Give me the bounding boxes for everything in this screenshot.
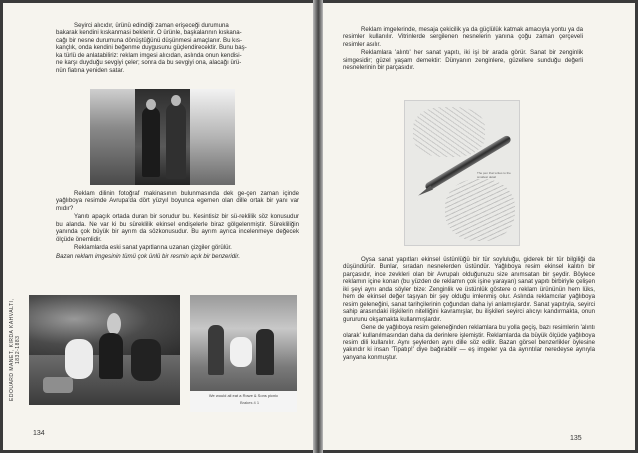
vertical-caption: EDOUARD MANET, KIRDA KAHVALTI, 1832-1883	[9, 298, 21, 402]
body-text-left	[56, 190, 299, 260]
picnic-ad-subcaption: Brakes 4 1	[240, 400, 260, 405]
intro-line: kançlık, onda kendini beğenme duygusunu güçlendirecektir. Bunu baş-	[56, 44, 247, 52]
right-page	[321, 3, 635, 450]
intro-line: ka türlü de anlatabiliriz: reklam imgesi alıcıdan, aslında onun kendisi-	[56, 51, 242, 59]
page-number-left: 134	[33, 430, 45, 437]
intro-line: ne karşı duyduğu sevgiyi çeler; sonra da bu sevgiyi ona, alacağı ürü-	[56, 59, 242, 67]
page-number-right: 135	[570, 435, 582, 442]
intro-line: cağı bir nesne durumuna dönüştüğünü düşünmesi amaçlanır. Bu kıs-	[56, 36, 242, 44]
body-text-right	[343, 256, 595, 362]
paragraph-mid: Oysa sanat yapıtları ekinsel üstünlüğü bir tür soyluluğu, giderek bir tür bilgiliği da düşündürür. Bunlar, sıradan nesnelerden üstündür. Yağlıboya resim ekinsel kalıtın bir parçasıdır, ince zevkleri olan bir Avrupalı olduğunuzu size anımsatan bir şeydir. Böylece reklamın içine konan (bu yüzden de reklamın çok işine yarayan) sanat yapıtı birbiriyle çelişen iki şeyi aynı anda söyler bize: Zenginlik ve üstünlük göstere o reklam ürününün hem lüks, hem de ekinsel değer taşıyan bir şey olduğu imlenmiş olur. Aslında reklamcılar yağlıboya resim geleneğini, sanat tarihçilerinin çoğundan daha iyi anlamışlardır. Sanat yapıtıyla, seyirci sahip arasındaki ilişkilerin nitelliğini kavramışlar, bu ilişkileri seyirci alıcıyı kandırmakta, onun gururunu okşamakta kullanmışlardır.	[343, 256, 595, 323]
intro-line: bakarak kendini kıskanmasi beklenir. O ürünle, başkalarının kıskana-	[56, 29, 242, 37]
paragraph-2: Yanıtı apaçık ortada duran bir sorudur bu. Kesintisiz bir sü-reklilik söz konusudur bu alanda. Ne var ki bu süreklilik ekinsel endişelerle biraz gölgelenmiştir. Sürekliliğin yanında çok büyük bir ayrım da sözkonusudur. Bu ayrım ayrıca incelenmeye değecek ölçüde önemlidir.	[56, 213, 299, 243]
paragraph-3: Reklamlarda eski sanat yapıtlarına uzanan çizgiler görülür.	[74, 244, 232, 252]
pen-ad-text: The pen that writes to the smallest detail	[477, 171, 511, 179]
intro-line: Seyirci alıcıdır, ürünü edindiği zaman erişeceği durumuna	[74, 22, 229, 29]
paragraph-end: Gene de yağlıboya resim geleneğinden reklamlara bu yolla geçiş, bazı resimlerin 'alıntı olarak' kullanılmasından daha da derinlere işlemiştir. Reklamlarda da büyük ölçüde yağlıboya resim dili kullanılır. Aynı şeylerden aynı dille söz edilir. Bazan görsel benzerlikler öylesine yakındır ki insan 'Tipatıp!' diye bağırabilir — eş imgeler ya da ayrıntılar neredeyse aynıyla yanyana konmuştur.	[343, 324, 595, 361]
manet-painting-photo	[29, 295, 180, 405]
intro-paragraph	[56, 22, 299, 74]
pen-ad-photo	[404, 100, 520, 246]
paragraph-top-2: Reklamlara 'alıntı' her sanat yapıtı, iki işi bir arada görür. Sanat bir zenginlik simgesidir; güzel yaşam demektir: Dünyanın zenginlere, güzellere sunduğu değerli nesnelerinin bir parçasıdır.	[343, 49, 583, 72]
book-gutter	[313, 0, 323, 453]
left-page	[3, 3, 315, 450]
paragraph-1: Reklam dilinin fotoğraf makinasının bulunmasında dek ge-çen zaman içinde yağlıboya resimde Avrupa'da dört yüzyıl boyunca egemen olan dille ortak bir yanı var mıdır?	[56, 190, 299, 212]
intro-line: nün fiatına yeniden satar.	[56, 66, 125, 74]
paragraph-3-italic: Bazan reklam imgesinin tümü çok ünlü bir resmin açık bir benzeridir.	[56, 252, 241, 260]
shop-window-photo	[90, 89, 235, 185]
top-text-right	[343, 26, 583, 73]
picnic-ad-photo	[190, 295, 297, 412]
paragraph-top-1: Reklam imgelerinde, mesaja çekicilik ya da güçlülük katmak amacıyla yontu ya da resimler kullanılır. Vitrinlerde sergilenen nesnelerin yanına çoğu zaman çerçeveli resimler asılır.	[343, 26, 583, 48]
picnic-ad-caption: We would all eat a Rowe & Sons picnic	[208, 393, 279, 398]
